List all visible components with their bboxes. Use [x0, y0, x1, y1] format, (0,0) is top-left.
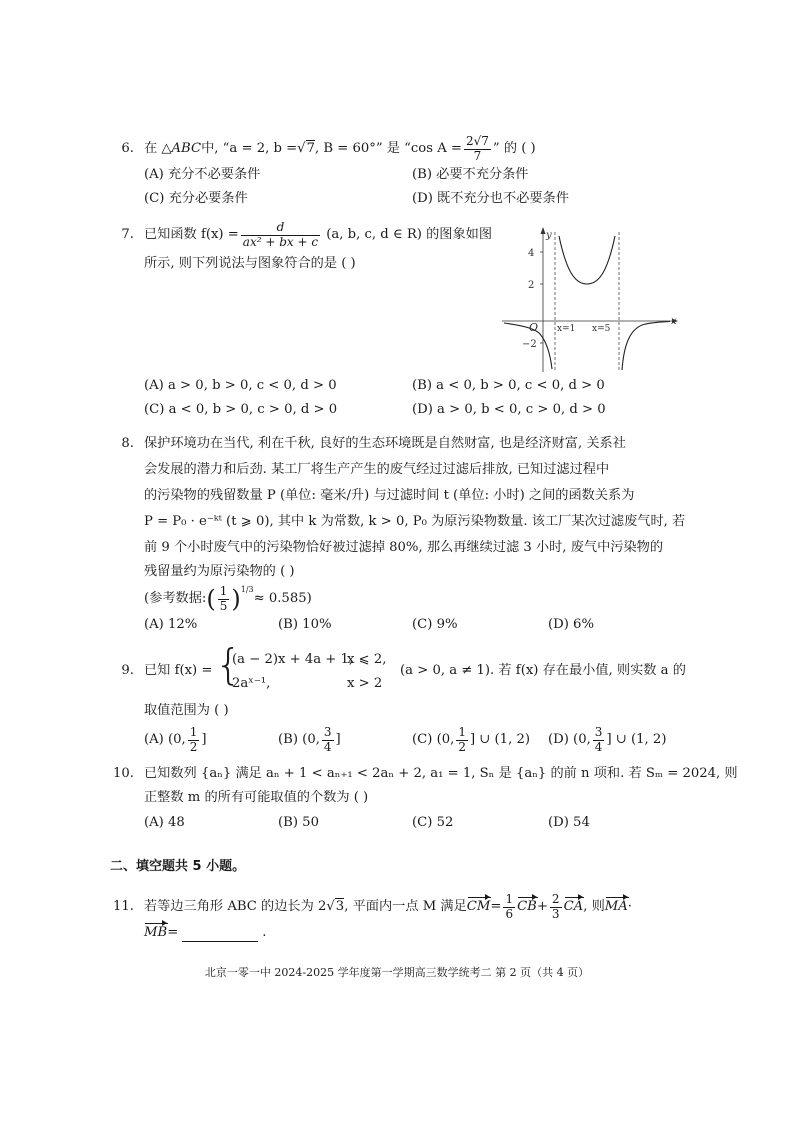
graph-tick-neg2: −2 [522, 339, 537, 350]
graph-asymptote-label-1: x=1 [557, 324, 576, 334]
q10-number: 10. [113, 766, 134, 781]
graph-label-origin: O [529, 321, 539, 334]
q8-ref-post: ≈ 0.585) [253, 590, 312, 606]
q8-ref-fraction: $\frac{1}{5}$ [219, 583, 228, 613]
q6-prefix: 在 [144, 140, 158, 156]
q7-fraction: $\frac{d}{\text{ax² + bx + c}}$ [242, 219, 319, 249]
q10-line2: 正整数 m 的所有可能取值的个数为 ( ) [144, 790, 369, 805]
q8-line-4: P = P₀ · e⁻ᵏᵗ (t ⩾ 0), 其中 k 为常数, k > 0, P₀ 为原污染物数量. 该工厂某次过滤废气时, 若 [144, 514, 686, 529]
q6-triangle: △ABC [161, 140, 202, 156]
q10-option-d: (D) 54 [548, 815, 590, 830]
q8-line-1: 保护环境功在当代, 利在千秋, 良好的生态环境既是自然财富, 也是经济财富, 关系社 [144, 436, 626, 451]
q8-line-5: 前 9 个小时废气中的污染物恰好被过滤掉 80%, 那么再继续过滤 3 小时, 废气中污染物的 [144, 540, 664, 555]
q8-ref-pre: (参考数据: [144, 590, 207, 606]
q8-number: 8. [121, 436, 134, 451]
page-footer: 北京一零一中 2024-2025 学年度第一学期高三数学统考二 第 2 页（共 4 页） [204, 966, 590, 979]
q9-option-c: (C) (0, $\frac{1}{2}$ ] ∪ (1, 2) [412, 724, 530, 754]
q9-option-a: (A) (0, $\frac{1}{2}$ ] [144, 724, 207, 754]
q11-vector-mb: MB [144, 925, 168, 940]
q8-line-3: 的污染物的残留数量 P (单位: 毫米/升) 与过滤时间 t (单位: 小时) 之间的函数关系为 [144, 488, 635, 503]
q10-option-c: (C) 52 [412, 815, 454, 830]
q9-post: (a > 0, a ≠ 1). 若 f(x) 存在最小值, 则实数 a 的 [400, 663, 686, 678]
section-2-title: 二、填空题共 5 小题。 [110, 859, 246, 874]
q7-option-a: (A) a > 0, b > 0, c < 0, d > 0 [144, 378, 337, 393]
q6-option-b: (B) 必要不充分条件 [412, 167, 529, 182]
q7-number: 7. [121, 227, 134, 242]
q6-option-d: (D) 既不充分也不必要条件 [412, 191, 569, 206]
q7-pre: 已知函数 f(x) = [144, 226, 239, 242]
q7-function-graph [500, 224, 680, 374]
q9-option-d: (D) (0, $\frac{3}{4}$ ] ∪ (1, 2) [548, 724, 667, 754]
q11-pre: 若等边三角形 ABC 的边长为 2 [144, 898, 327, 914]
q9-pre: 已知 f(x) = [144, 663, 213, 678]
graph-tick-2: 2 [528, 280, 535, 291]
q11-sqrt3: 3 [335, 899, 345, 915]
q11-fraction-1: $\frac{1}{6}$ [505, 891, 514, 921]
q8-option-d: (D) 6% [548, 617, 594, 632]
q7-option-c: (C) a < 0, b > 0, c > 0, d > 0 [144, 402, 338, 417]
q6-option-a: (A) 充分不必要条件 [144, 167, 261, 182]
graph-label-y: y [546, 230, 552, 241]
q6-number: 6. [121, 141, 134, 156]
q11-line2: MB = . [144, 925, 267, 940]
q9-line2: 取值范围为 ( ) [144, 703, 229, 718]
q6-stem: 在 △ABC 中, “a = 2, b = √ 7 , B = 60°” 是 “cos A = $\frac{2√7}{7}$ ” 的 ( ) [144, 133, 536, 163]
q6-sqrt7: 7 [306, 141, 315, 157]
q11-mid: , 平面内一点 M 满足 [344, 898, 467, 914]
q9-case1-cond: x ⩽ 2, [347, 652, 387, 667]
q8-line-2: 会发展的潜力和后劲. 某工厂将生产产生的废气经过过滤后排放, 已知过滤过程中 [144, 462, 610, 477]
q11-vector-cb: CB [517, 898, 537, 914]
q9-brace: { [215, 640, 242, 689]
q8-option-a: (A) 12% [144, 617, 198, 632]
q11-vector-ca: CA [563, 898, 584, 914]
graph-label-x: x [671, 316, 677, 327]
q9-option-b: (B) (0, $\frac{3}{4}$ ] [278, 724, 341, 754]
q7-line1 [144, 215, 492, 255]
q6-suffix: ” 的 ( ) [492, 140, 536, 156]
q8-line-6: 残留量约为原污染物的 ( ) [144, 564, 295, 579]
q9-case2-cond: x > 2 [347, 676, 383, 691]
q6-mid2: , B = 60°” 是 “cos A = [314, 140, 462, 156]
q10-option-b: (B) 50 [278, 815, 319, 830]
q8-option-c: (C) 9% [412, 617, 458, 632]
q7-option-d: (D) a > 0, b < 0, c > 0, d > 0 [412, 402, 606, 417]
q11-vector-cm: CM [466, 898, 491, 914]
q11-fraction-2: $\frac{2}{3}$ [551, 891, 560, 921]
q6-mid1: 中, “a = 2, b = [201, 140, 298, 156]
graph-tick-4: 4 [528, 248, 535, 259]
q11-number: 11. [113, 899, 134, 914]
q11-vector-ma: MA [604, 898, 628, 914]
q9-number: 9. [121, 663, 134, 678]
q8-ref-exponent: 1/3 [240, 585, 254, 594]
q7-option-b: (B) a < 0, b > 0, c < 0, d > 0 [412, 378, 605, 393]
q7-line2: 所示, 则下列说法与图象符合的是 ( ) [144, 256, 356, 271]
q11-line1: 若等边三角形 ABC 的边长为 2 √ 3 , 平面内一点 M 满足 CM = $\frac{1}{6}$ CB + $\frac{2}{3}$ CA , 则 MA · [144, 891, 632, 921]
q8-reference: (参考数据: ( $\frac{1}{5}$ ) $^{1/3}$ ≈ 0.585) [144, 583, 312, 613]
graph-y-arrow [541, 227, 546, 234]
graph-curve-right [622, 322, 670, 371]
graph-curve-middle [559, 236, 615, 284]
graph-asymptote-label-5: x=5 [592, 324, 611, 334]
q11-answer-blank[interactable] [182, 941, 258, 942]
q6-option-c: (C) 充分必要条件 [144, 191, 248, 206]
q9-case2-expr: 2aˣ⁻¹, [232, 676, 271, 691]
q10-line1: 已知数列 {aₙ} 满足 aₙ + 1 < aₙ₊₁ < 2aₙ + 2, a₁ = 1, Sₙ 是 {aₙ} 的前 n 项和. 若 Sₘ = 2024, 则 [144, 766, 738, 781]
q6-fraction: $\frac{2√7}{7}$ [465, 133, 489, 163]
q10-option-a: (A) 48 [144, 815, 185, 830]
q7-post: (a, b, c, d ∈ R) 的图象如图 [326, 226, 493, 242]
q9-case1-expr: (a − 2)x + 4a + 1, [232, 652, 354, 667]
q8-option-b: (B) 10% [278, 617, 332, 632]
